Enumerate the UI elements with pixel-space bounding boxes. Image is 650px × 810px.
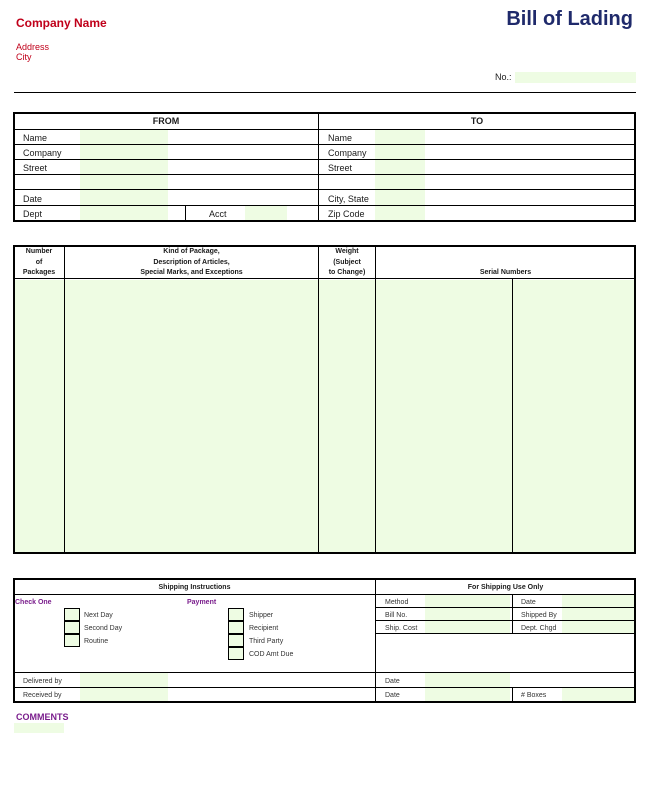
dept-chgd-label: Dept. Chgd (521, 625, 557, 632)
to-city-state-label: City, State (328, 194, 369, 204)
next-day-checkbox[interactable] (64, 608, 80, 621)
to-name-label: Name (328, 133, 353, 143)
shipper-checkbox[interactable] (228, 608, 244, 621)
number-label: No.: (495, 72, 512, 82)
cod-label: COD Amt Due (249, 651, 294, 658)
shipping-instructions-header: Shipping Instructions (158, 584, 231, 591)
delivered-date-label: Date (385, 678, 400, 685)
third-party-label: Third Party (249, 638, 284, 645)
company-city: City (16, 52, 32, 62)
col-number-header: Number of Packages (22, 248, 56, 276)
items-box (13, 245, 636, 554)
to-company-label: Company (328, 148, 367, 158)
document-title: Bill of Lading (506, 8, 633, 30)
payment-label: Payment (187, 599, 217, 606)
header-divider (14, 92, 636, 93)
from-name-label: Name (23, 133, 48, 143)
second-day-label: Second Day (84, 625, 123, 632)
recipient-checkbox[interactable] (228, 621, 244, 634)
shipping-use-only-header: For Shipping Use Only (467, 584, 544, 591)
third-party-checkbox[interactable] (228, 634, 244, 647)
from-dept-label: Dept (23, 209, 43, 219)
number-field[interactable] (515, 72, 636, 83)
ship-cost-label: Ship. Cost (385, 625, 418, 632)
bill-no-label: Bill No. (385, 612, 408, 619)
recipient-label: Recipient (249, 625, 279, 632)
from-header: FROM (152, 116, 180, 126)
to-header: TO (470, 116, 484, 126)
company-address: Address (16, 42, 50, 52)
company-name: Company Name (16, 16, 107, 30)
col-serial-header: Serial Numbers (479, 269, 532, 276)
shipped-by-label: Shipped By (521, 612, 557, 619)
delivered-by-label: Delivered by (23, 678, 62, 685)
next-day-label: Next Day (84, 612, 113, 619)
boxes-label: # Boxes (521, 692, 547, 699)
cod-checkbox[interactable] (228, 647, 244, 660)
from-date-label: Date (23, 194, 43, 204)
col-kind-header: Kind of Package, Description of Articles, Special Marks, and Exceptions (140, 248, 243, 276)
received-by-label: Received by (23, 692, 62, 699)
second-day-checkbox[interactable] (64, 621, 80, 634)
from-company-label: Company (23, 148, 62, 158)
comments-field[interactable] (14, 723, 64, 733)
to-zip-label: Zip Code (328, 209, 365, 219)
office-date-label: Date (521, 599, 536, 606)
from-acct-label: Acct (209, 209, 227, 219)
routine-label: Routine (84, 638, 109, 645)
routine-checkbox[interactable] (64, 634, 80, 647)
to-street-label: Street (328, 163, 353, 173)
method-label: Method (385, 599, 409, 606)
col-weight-header: Weight (Subject to Change) (328, 248, 366, 276)
received-date-label: Date (385, 692, 400, 699)
check-one-label: Check One (15, 599, 52, 606)
from-street-label: Street (23, 163, 48, 173)
shipper-label: Shipper (249, 612, 274, 619)
comments-label: COMMENTS (16, 712, 69, 722)
